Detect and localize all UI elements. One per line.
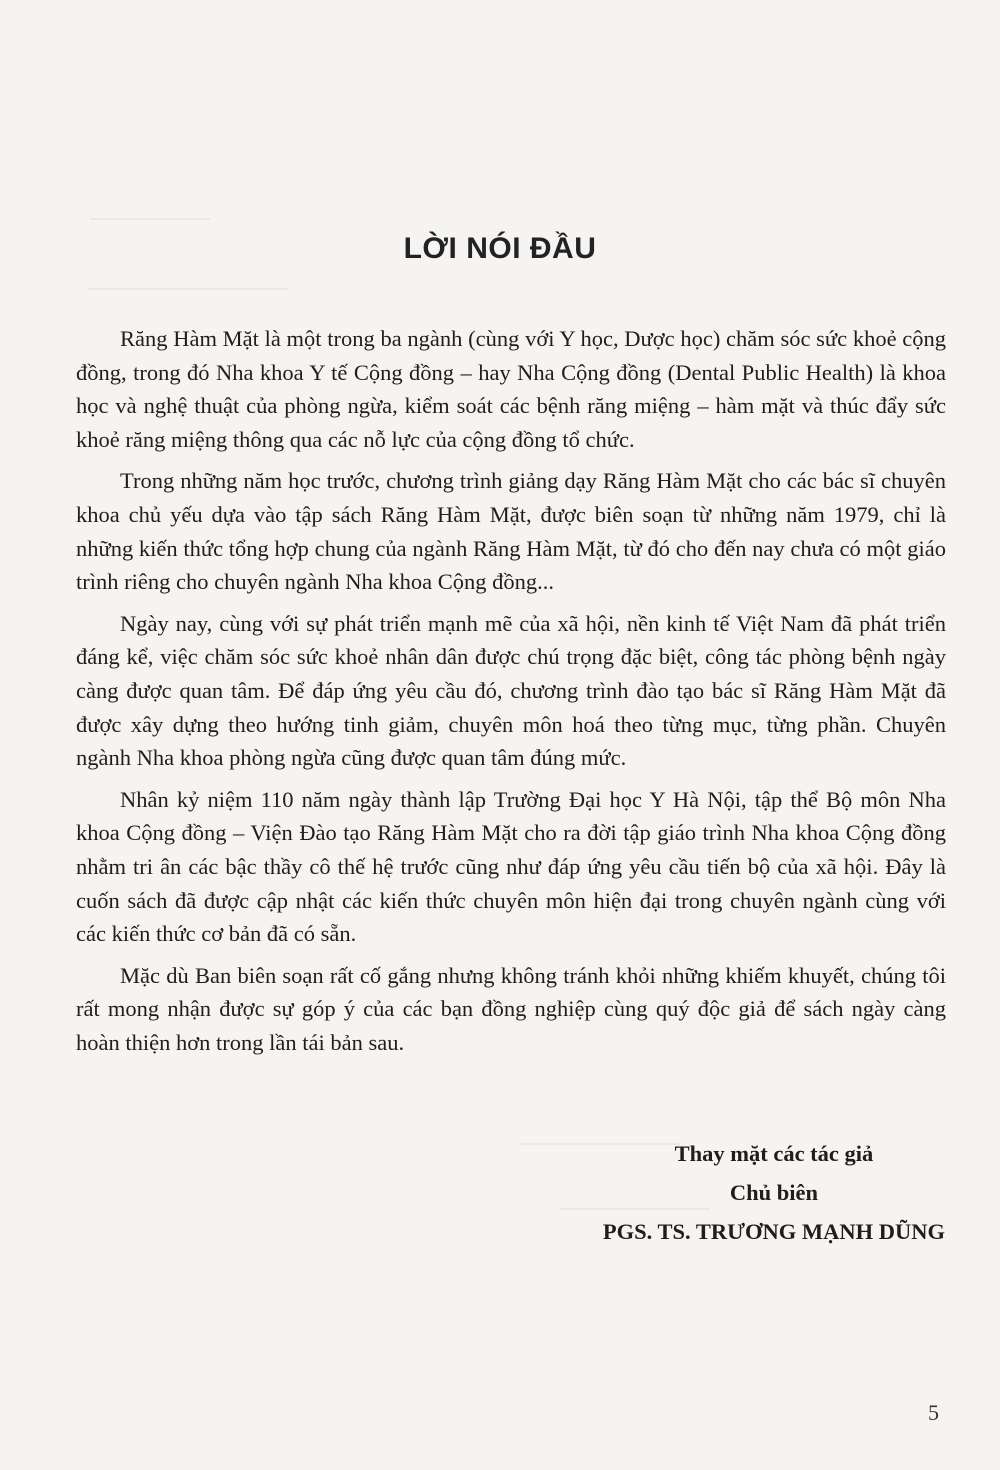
- signature-author-name: PGS. TS. TRƯƠNG MẠNH DŨNG: [602, 1219, 945, 1244]
- page-title: LỜI NÓI ĐẦU: [403, 232, 597, 265]
- reverse-side-show-through: [88, 270, 288, 290]
- signature-on-behalf: Thay mặt các tác giả: [674, 1141, 874, 1166]
- signature-role: Chủ biên: [729, 1180, 819, 1205]
- paragraph-4: Nhân kỷ niệm 110 năm ngày thành lập Trường Đại học Y Hà Nội, tập thể Bộ môn Nha khoa Cộng đồng – Viện Đào tạo Răng Hàm Mặt cho ra đời tập giáo trình Nha khoa Cộng đồng nhằm tri ân các bậc thầy cô thế hệ trước cũng như đáp ứng yêu cầu tiến bộ của xã hội. Đây là cuốn sách đã được cập nhật các kiến thức chuyên môn hiện đại trong chuyên ngành cùng với các kiến thức cơ bản đã có sẵn.: [76, 786, 946, 947]
- signature-block: [603, 1134, 945, 1251]
- paragraph-2: Trong những năm học trước, chương trình giảng dạy Răng Hàm Mặt cho các bác sĩ chuyên khoa chủ yếu dựa vào tập sách Răng Hàm Mặt, được biên soạn từ những năm 1979, chỉ là những kiến thức tổng hợp chung của ngành Răng Hàm Mặt, từ đó cho đến nay chưa có một giáo trình riêng cho chuyên ngành Nha khoa Cộng đồng...: [76, 468, 946, 595]
- paragraph-1: Răng Hàm Mặt là một trong ba ngành (cùng với Y học, Dược học) chăm sóc sức khoẻ cộng đồng, trong đó Nha khoa Y tế Cộng đồng – hay Nha Cộng đồng (Dental Public Health) là khoa học và nghệ thuật của phòng ngừa, kiểm soát các bệnh răng miệng – hàm mặt và thúc đẩy sức khoẻ răng miệng thông qua các nỗ lực của cộng đồng tổ chức.: [76, 326, 946, 452]
- paragraph-5: Mặc dù Ban biên soạn rất cố gắng nhưng không tránh khỏi những khiếm khuyết, chúng tôi rất mong nhận được sự góp ý của các bạn đồng nghiệp cùng quý độc giả để sách ngày càng hoàn thiện hơn trong lần tái bản sau.: [76, 962, 946, 1055]
- reverse-side-show-through: [90, 200, 210, 220]
- paragraph-3: Ngày nay, cùng với sự phát triển mạnh mẽ của xã hội, nền kinh tế Việt Nam đã phát triển đáng kể, việc chăm sóc sức khoẻ nhân dân được chú trọng đặc biệt, công tác phòng bệnh ngày càng được quan tâm. Để đáp ứng yêu cầu đó, chương trình đào tạo bác sĩ Răng Hàm Mặt đã được xây dựng theo hướng tinh giảm, chuyên môn hoá theo từng mục, từng phần. Chuyên ngành Nha khoa phòng ngừa cũng được quan tâm đúng mức.: [76, 610, 946, 771]
- page-number: 5: [928, 1400, 939, 1425]
- preface-body: [76, 322, 946, 1067]
